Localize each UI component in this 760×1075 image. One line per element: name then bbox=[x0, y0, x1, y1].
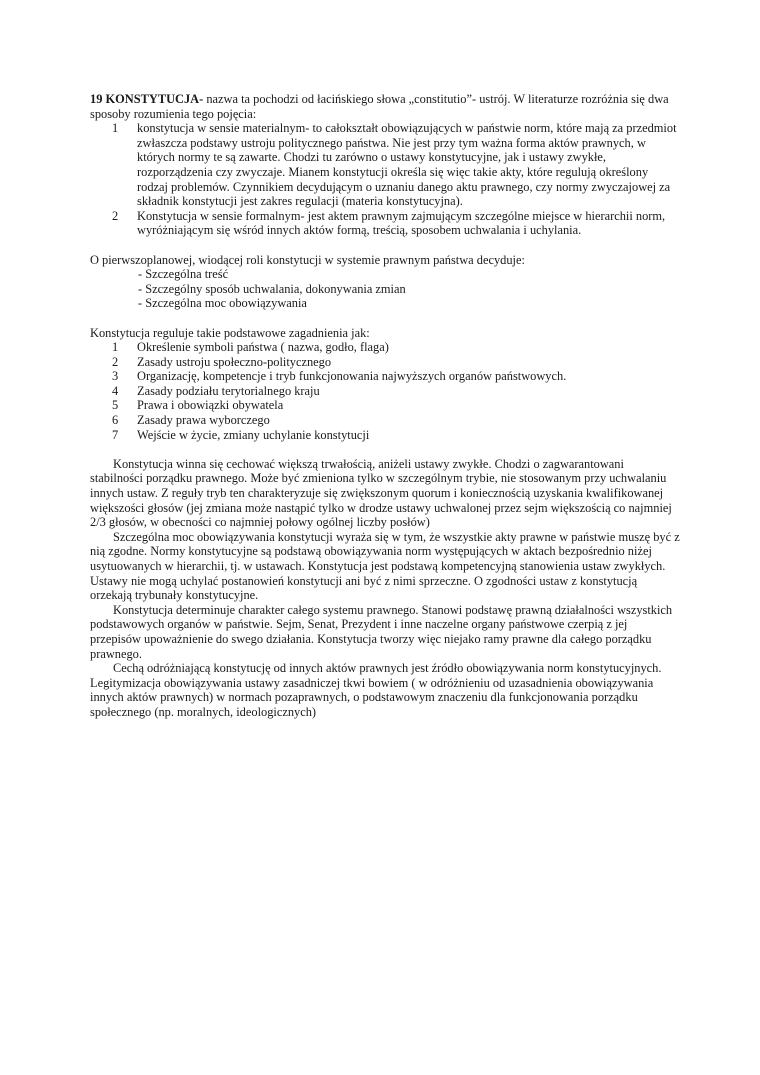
issues-list bbox=[90, 340, 680, 442]
item-text: Wejście w życie, zmiany uchylanie konstytucji bbox=[137, 427, 370, 442]
item-text: Zasady podziału terytorialnego kraju bbox=[137, 383, 320, 398]
list-item bbox=[90, 384, 680, 399]
item-text: Określenie symboli państwa ( nazwa, godło, flaga) bbox=[137, 340, 389, 355]
item-number: 7 bbox=[112, 427, 119, 442]
item-text: Zasady ustroju społeczno-politycznego bbox=[137, 354, 332, 369]
list-item bbox=[90, 121, 680, 209]
item-number: 2 bbox=[112, 208, 119, 223]
item-number: 3 bbox=[112, 369, 119, 384]
body-paragraph: Szczególna moc obowiązywania konstytucji wyraża się w tym, że wszystkie akty prawne w państwie muszę być z nią zgodne. Normy konstytucyjne są podstawą obowiązywania norm występujących w aktach bezpośrednio niżej usytuowanych w hierarchii, tj. w ustawach. Konstytucja jest podstawą kompetencyjną stanowienia ustaw zwykłych. Ustawy nie mogą uchylać postanowień konstytucji ani być z nimi sprzeczne. O zgodności ustaw z konstytucją orzekają trybunały konstytucyjne. bbox=[90, 529, 680, 603]
item-number: 1 bbox=[112, 121, 119, 136]
list-item bbox=[90, 209, 680, 238]
item-text: Zasady prawa wyborczego bbox=[137, 413, 270, 428]
role-list bbox=[90, 267, 680, 311]
meanings-list bbox=[90, 121, 680, 238]
list-item: - Szczególna treść bbox=[138, 267, 229, 282]
body-paragraph: Konstytucja winna się cechować większą trwałością, aniżeli ustawy zwykłe. Chodzi o zagwarantowani stabilności porządku prawnego. Może być zmieniona tylko w szczególnym trybie, nie stosowanym przy uchwalaniu innych ustaw. Z reguły tryb ten charakteryzuje się zwiększonym quorum i koniecznością uzyskania kwalifikowanej większości głosów (jej zmiana może nastąpić tylko w drodze ustawy uchwalonej przez sejm większością co najmniej 2/3 głosów, w obecności co najmniej połowy ogólnej liczby posłów) bbox=[90, 456, 672, 530]
list-item bbox=[90, 369, 680, 384]
list-item: - Szczególna moc obowiązywania bbox=[138, 296, 307, 311]
issues-intro: Konstytucja reguluje takie podstawowe zagadnienia jak: bbox=[90, 325, 370, 340]
item-text: konstytucja w sensie materialnym- to całokształt obowiązujących w państwie norm, które mają za przedmiot zwłaszcza podstawy ustroju politycznego państwa. Nie jest przy tym ważna forma aktów prawnych, w których normy te są zawarte. Chodzi tu zarówno o ustawy konstytucyjne, jak i ustawy zwykłe, rozporządzenia czy zwyczaje. Mianem konstytucji określa się więc takie akty, które regulują określony rodzaj problemów. Czynnikiem decydującym o uznaniu danego aktu prawnego, czy normy zwyczajowej za składnik konstytucji jest zakres regulacji (materia konstytucyjna). bbox=[137, 121, 677, 209]
document-body bbox=[90, 92, 680, 720]
item-text: Prawa i obowiązki obywatela bbox=[137, 398, 284, 413]
item-number: 6 bbox=[112, 413, 119, 428]
body-paragraph: Cechą odróżniającą konstytucję od innych aktów prawnych jest źródło obowiązywania norm konstytucyjnych. Legitymizacja obowiązywania ustawy zasadniczej tkwi bowiem ( w odróżnieniu od uzasadnienia obowiązywania innych aktów prawnych) w normach pozaprawnych, o podstawowym znaczeniu dla funkcjonowania porządku społecznego (np. moralnych, ideologicznych) bbox=[90, 661, 662, 719]
item-text: Organizację, kompetencje i tryb funkcjonowania najwyższych organów państwowych. bbox=[137, 369, 567, 384]
intro-text: nazwa ta pochodzi od łacińskiego słowa „constitutio”- ustrój. W literaturze rozróżnia się dwa sposoby rozumienia tego pojęcia: bbox=[90, 92, 669, 121]
section-heading: 19 KONSTYTUCJA- bbox=[90, 92, 204, 106]
item-number: 5 bbox=[112, 398, 119, 413]
list-item bbox=[90, 398, 680, 413]
list-item bbox=[90, 428, 680, 443]
item-number: 1 bbox=[112, 340, 119, 355]
list-item bbox=[90, 355, 680, 370]
item-number: 2 bbox=[112, 354, 119, 369]
list-item bbox=[90, 340, 680, 355]
intro-paragraph bbox=[90, 92, 680, 121]
role-intro: O pierwszoplanowej, wiodącej roli konstytucji w systemie prawnym państwa decyduje: bbox=[90, 252, 525, 267]
list-item bbox=[90, 413, 680, 428]
body-paragraph: Konstytucja determinuje charakter całego systemu prawnego. Stanowi podstawę prawną działalności wszystkich podstawowych organów w państwie. Sejm, Senat, Prezydent i inne naczelne organy państwowe czerpią z jej przepisów upoważnienie do swego działania. Konstytucja tworzy więc niejako ramy prawne dla całego porządku prawnego. bbox=[90, 602, 673, 661]
item-text: Konstytucja w sensie formalnym- jest aktem prawnym zajmującym szczególne miejsce w hierarchii norm, wyróżniającym się wśród innych aktów formą, treścią, sposobem uchwalania i uchylania. bbox=[137, 208, 666, 238]
list-item: - Szczególny sposób uchwalania, dokonywania zmian bbox=[138, 281, 406, 296]
item-number: 4 bbox=[112, 383, 119, 398]
